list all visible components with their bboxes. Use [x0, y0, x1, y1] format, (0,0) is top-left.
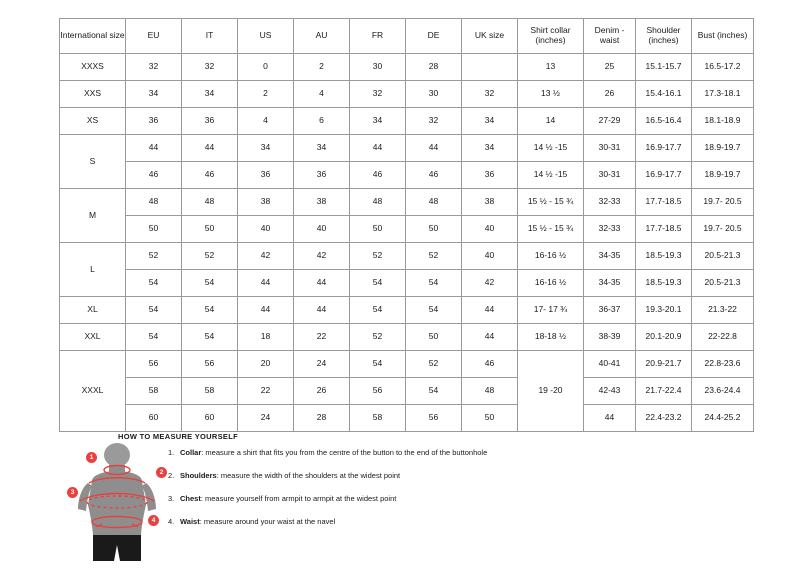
- table-row: [60, 378, 754, 405]
- cell-us: 4: [238, 108, 294, 135]
- measure-step: [168, 448, 638, 458]
- cell-de: 30: [406, 81, 462, 108]
- cell-it: 34: [182, 81, 238, 108]
- cell-bust: 18.9-19.7: [692, 135, 754, 162]
- cell-de: 28: [406, 54, 462, 81]
- cell-it: 54: [182, 324, 238, 351]
- header-denim-waist: Denim - waist: [584, 19, 636, 54]
- cell-denim-waist: 32-33: [584, 216, 636, 243]
- cell-it: 54: [182, 270, 238, 297]
- cell-bust: 23.6-24.4: [692, 378, 754, 405]
- cell-us: 20: [238, 351, 294, 378]
- table-row: [60, 189, 754, 216]
- cell-international-size: XXL: [60, 324, 126, 351]
- measure-step-text: : measure yourself from armpit to armpit at the widest point: [200, 494, 397, 504]
- measure-step-text: : measure a shirt that fits you from the centre of the button to the end of the buttonhole: [201, 448, 488, 457]
- cell-us: 42: [238, 243, 294, 270]
- header-fr: FR: [350, 19, 406, 54]
- cell-it: 52: [182, 243, 238, 270]
- cell-au: 6: [294, 108, 350, 135]
- measure-step-text: : measure the width of the shoulders at the widest point: [216, 471, 401, 481]
- cell-us: 34: [238, 135, 294, 162]
- cell-uk: [462, 54, 518, 81]
- cell-it: 44: [182, 135, 238, 162]
- cell-international-size: XXXS: [60, 54, 126, 81]
- cell-au: 28: [294, 405, 350, 432]
- cell-eu: 58: [126, 378, 182, 405]
- cell-denim-waist: 27-29: [584, 108, 636, 135]
- cell-shirt-collar: 16-16 ½: [518, 243, 584, 270]
- cell-au: 44: [294, 270, 350, 297]
- header-us: US: [238, 19, 294, 54]
- header-it: IT: [182, 19, 238, 54]
- cell-us: 44: [238, 270, 294, 297]
- cell-uk: 44: [462, 324, 518, 351]
- cell-fr: 52: [350, 324, 406, 351]
- table-row: [60, 270, 754, 297]
- cell-fr: 44: [350, 135, 406, 162]
- cell-bust: 19.7- 20.5: [692, 216, 754, 243]
- table-row: [60, 243, 754, 270]
- cell-eu: 48: [126, 189, 182, 216]
- cell-de: 52: [406, 351, 462, 378]
- cell-de: 56: [406, 405, 462, 432]
- cell-us: 18: [238, 324, 294, 351]
- cell-shirt-collar: 14 ½ -15: [518, 135, 584, 162]
- cell-au: 40: [294, 216, 350, 243]
- cell-us: 36: [238, 162, 294, 189]
- table-header-row: [60, 19, 754, 54]
- cell-fr: 32: [350, 81, 406, 108]
- cell-shirt-collar: 15 ½ - 15 ¾: [518, 216, 584, 243]
- table-row: [60, 81, 754, 108]
- cell-eu: 54: [126, 324, 182, 351]
- cell-denim-waist: 44: [584, 405, 636, 432]
- cell-au: 44: [294, 297, 350, 324]
- cell-de: 54: [406, 297, 462, 324]
- cell-uk: 50: [462, 405, 518, 432]
- cell-denim-waist: 40-41: [584, 351, 636, 378]
- cell-bust: 16.5-17.2: [692, 54, 754, 81]
- cell-au: 36: [294, 162, 350, 189]
- table-row: [60, 135, 754, 162]
- cell-shoulder: 20.9-21.7: [636, 351, 692, 378]
- cell-uk: 34: [462, 135, 518, 162]
- table-body: [60, 54, 754, 432]
- cell-de: 50: [406, 324, 462, 351]
- torso-illustration-icon: [62, 443, 172, 563]
- cell-fr: 56: [350, 378, 406, 405]
- cell-international-size: XXXL: [60, 351, 126, 432]
- cell-shoulder: 16.9-17.7: [636, 135, 692, 162]
- cell-uk: 42: [462, 270, 518, 297]
- cell-shoulder: 20.1-20.9: [636, 324, 692, 351]
- cell-denim-waist: 25: [584, 54, 636, 81]
- badge-4: 4: [148, 515, 159, 526]
- cell-uk: 32: [462, 81, 518, 108]
- measure-step-label: Shoulders: [180, 471, 217, 481]
- cell-international-size: XS: [60, 108, 126, 135]
- cell-shoulder: 21.7-22.4: [636, 378, 692, 405]
- cell-it: 48: [182, 189, 238, 216]
- cell-shirt-collar: 13 ½: [518, 81, 584, 108]
- cell-us: 0: [238, 54, 294, 81]
- cell-eu: 54: [126, 297, 182, 324]
- cell-shoulder: 15.4-16.1: [636, 81, 692, 108]
- header-uk-size: UK size: [462, 19, 518, 54]
- cell-au: 42: [294, 243, 350, 270]
- cell-shoulder: 18.5-19.3: [636, 270, 692, 297]
- cell-eu: 46: [126, 162, 182, 189]
- how-to-measure-list: [168, 448, 638, 541]
- cell-shirt-collar: 19 -20: [518, 351, 584, 432]
- cell-bust: 17.3-18.1: [692, 81, 754, 108]
- cell-us: 44: [238, 297, 294, 324]
- badge-3: 3: [67, 487, 78, 498]
- cell-eu: 60: [126, 405, 182, 432]
- cell-it: 50: [182, 216, 238, 243]
- cell-it: 36: [182, 108, 238, 135]
- badge-1: 1: [86, 452, 97, 463]
- cell-shoulder: 18.5-19.3: [636, 243, 692, 270]
- cell-bust: 21.3-22: [692, 297, 754, 324]
- cell-bust: 22.8-23.6: [692, 351, 754, 378]
- cell-us: 40: [238, 216, 294, 243]
- badge-2: 2: [156, 467, 167, 478]
- cell-denim-waist: 30-31: [584, 135, 636, 162]
- cell-fr: 48: [350, 189, 406, 216]
- header-au: AU: [294, 19, 350, 54]
- cell-uk: 38: [462, 189, 518, 216]
- cell-fr: 54: [350, 270, 406, 297]
- cell-shirt-collar: 16-16 ½: [518, 270, 584, 297]
- cell-fr: 58: [350, 405, 406, 432]
- cell-uk: 40: [462, 216, 518, 243]
- cell-international-size: L: [60, 243, 126, 297]
- measure-step-label: Collar: [180, 448, 202, 457]
- cell-us: 2: [238, 81, 294, 108]
- cell-fr: 34: [350, 108, 406, 135]
- table-row: [60, 216, 754, 243]
- table-row: [60, 54, 754, 81]
- cell-bust: 20.5-21.3: [692, 270, 754, 297]
- cell-it: 46: [182, 162, 238, 189]
- cell-eu: 44: [126, 135, 182, 162]
- cell-denim-waist: 30-31: [584, 162, 636, 189]
- measure-step: [168, 471, 638, 481]
- cell-fr: 46: [350, 162, 406, 189]
- table-row: [60, 108, 754, 135]
- cell-shirt-collar: 18-18 ½: [518, 324, 584, 351]
- cell-uk: 36: [462, 162, 518, 189]
- cell-fr: 52: [350, 243, 406, 270]
- header-shirt-collar: Shirt collar (inches): [518, 19, 584, 54]
- cell-eu: 52: [126, 243, 182, 270]
- cell-au: 24: [294, 351, 350, 378]
- cell-international-size: M: [60, 189, 126, 243]
- cell-fr: 30: [350, 54, 406, 81]
- cell-it: 56: [182, 351, 238, 378]
- cell-shoulder: 22.4-23.2: [636, 405, 692, 432]
- measure-step-text: : measure around your waist at the navel: [199, 517, 336, 527]
- cell-au: 34: [294, 135, 350, 162]
- cell-eu: 56: [126, 351, 182, 378]
- table-row: [60, 324, 754, 351]
- cell-shoulder: 15.1-15.7: [636, 54, 692, 81]
- cell-international-size: XL: [60, 297, 126, 324]
- cell-fr: 54: [350, 297, 406, 324]
- cell-shoulder: 17.7-18.5: [636, 216, 692, 243]
- header-eu: EU: [126, 19, 182, 54]
- cell-it: 54: [182, 297, 238, 324]
- cell-eu: 54: [126, 270, 182, 297]
- table-row: [60, 297, 754, 324]
- cell-fr: 54: [350, 351, 406, 378]
- cell-bust: 20.5-21.3: [692, 243, 754, 270]
- cell-shoulder: 17.7-18.5: [636, 189, 692, 216]
- header-international-size: International size: [60, 19, 126, 54]
- cell-de: 46: [406, 162, 462, 189]
- cell-it: 58: [182, 378, 238, 405]
- cell-denim-waist: 42-43: [584, 378, 636, 405]
- cell-shirt-collar: 14 ½ -15: [518, 162, 584, 189]
- table-row: [60, 351, 754, 378]
- cell-us: 38: [238, 189, 294, 216]
- header-de: DE: [406, 19, 462, 54]
- size-chart-table: [59, 18, 754, 432]
- cell-eu: 34: [126, 81, 182, 108]
- cell-shoulder: 16.5-16.4: [636, 108, 692, 135]
- cell-au: 22: [294, 324, 350, 351]
- cell-bust: 24.4-25.2: [692, 405, 754, 432]
- cell-de: 50: [406, 216, 462, 243]
- cell-denim-waist: 34-35: [584, 270, 636, 297]
- cell-it: 60: [182, 405, 238, 432]
- cell-denim-waist: 38-39: [584, 324, 636, 351]
- cell-shoulder: 16.9-17.7: [636, 162, 692, 189]
- cell-fr: 50: [350, 216, 406, 243]
- cell-de: 54: [406, 378, 462, 405]
- cell-uk: 48: [462, 378, 518, 405]
- cell-bust: 18.1-18.9: [692, 108, 754, 135]
- cell-denim-waist: 26: [584, 81, 636, 108]
- cell-de: 48: [406, 189, 462, 216]
- cell-shirt-collar: 15 ½ - 15 ¾: [518, 189, 584, 216]
- cell-au: 2: [294, 54, 350, 81]
- measure-step-label: Chest: [180, 494, 201, 504]
- cell-denim-waist: 34-35: [584, 243, 636, 270]
- cell-uk: 34: [462, 108, 518, 135]
- header-shoulder: Shoulder (inches): [636, 19, 692, 54]
- cell-eu: 50: [126, 216, 182, 243]
- header-bust: Bust (inches): [692, 19, 754, 54]
- cell-denim-waist: 36-37: [584, 297, 636, 324]
- cell-eu: 32: [126, 54, 182, 81]
- measure-step-label: Waist: [180, 517, 200, 527]
- cell-au: 4: [294, 81, 350, 108]
- cell-au: 38: [294, 189, 350, 216]
- cell-it: 32: [182, 54, 238, 81]
- cell-us: 24: [238, 405, 294, 432]
- cell-shirt-collar: 17- 17 ¾: [518, 297, 584, 324]
- cell-eu: 36: [126, 108, 182, 135]
- cell-bust: 18.9-19.7: [692, 162, 754, 189]
- cell-international-size: S: [60, 135, 126, 189]
- cell-international-size: XXS: [60, 81, 126, 108]
- cell-uk: 40: [462, 243, 518, 270]
- cell-bust: 19.7- 20.5: [692, 189, 754, 216]
- table-row: [60, 162, 754, 189]
- measure-step: [168, 494, 638, 504]
- cell-shirt-collar: 13: [518, 54, 584, 81]
- table-row: [60, 405, 754, 432]
- cell-us: 22: [238, 378, 294, 405]
- how-to-measure-title: HOW TO MEASURE YOURSELF: [118, 432, 238, 441]
- cell-au: 26: [294, 378, 350, 405]
- cell-uk: 44: [462, 297, 518, 324]
- cell-shoulder: 19.3-20.1: [636, 297, 692, 324]
- measure-step: [168, 517, 638, 527]
- cell-uk: 46: [462, 351, 518, 378]
- cell-de: 44: [406, 135, 462, 162]
- cell-de: 54: [406, 270, 462, 297]
- cell-denim-waist: 32-33: [584, 189, 636, 216]
- cell-de: 52: [406, 243, 462, 270]
- cell-bust: 22-22.8: [692, 324, 754, 351]
- body-measurement-figure: [62, 443, 172, 563]
- cell-de: 32: [406, 108, 462, 135]
- cell-shirt-collar: 14: [518, 108, 584, 135]
